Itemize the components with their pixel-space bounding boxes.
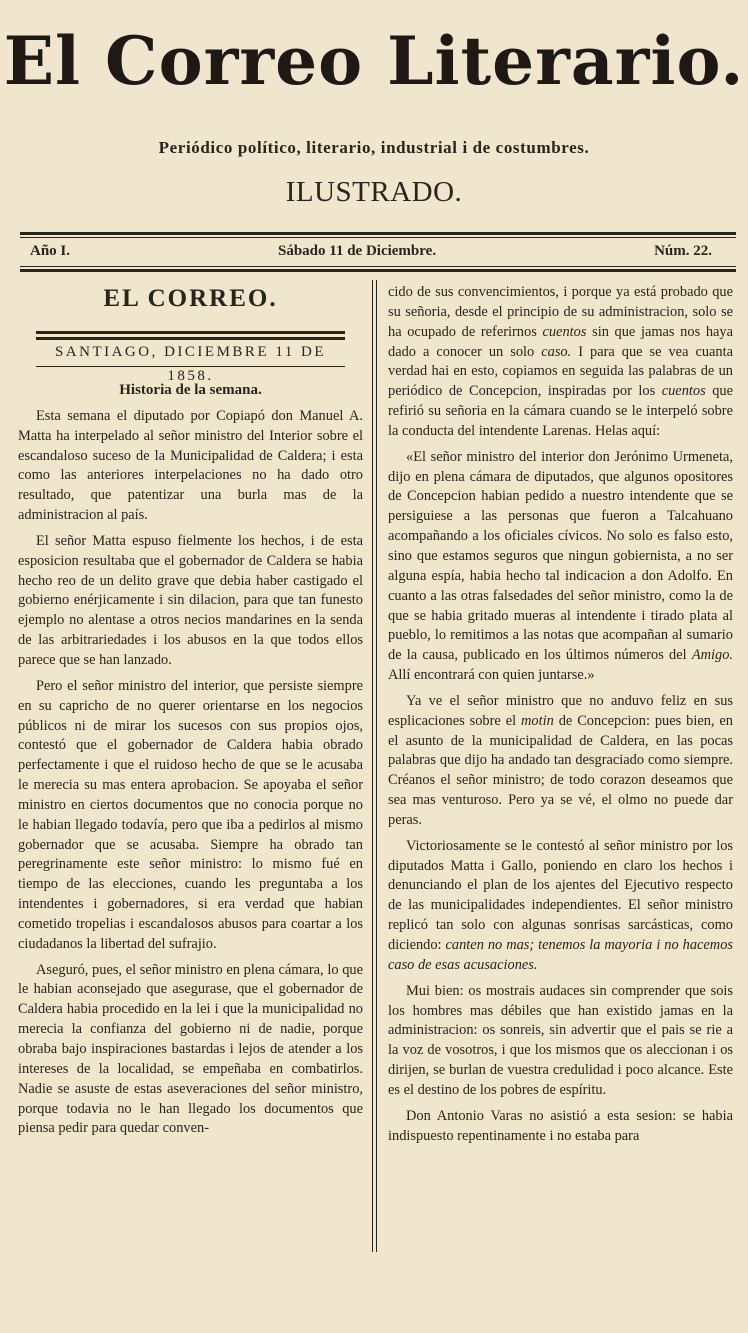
text-run-italic: caso. xyxy=(541,343,572,360)
quoted-paragraph xyxy=(388,448,733,686)
text-run: «El señor ministro del interior don Jerónimo Urmeneta, dijo en plena cámara de diputados, que algunos opositores de Concepcion habian pedido a nuestro intendente que se persiguiese a las personas que fueron a Talcahuano acompañando a los oficiales cívicos. No solo es falso esto, sino que estamos seguros que ningun gobiernista, a no ser alguna espía, habia hecho tal indicacion a don Adolfo. En cuanto a las otras falsedades del señor ministro, como la de que se habia gritado mueras al intendente i tirado plata al pueblo, lo remitimos a las notas que acompañan al sumario de la causa, publicado en los últimos números del xyxy=(388,448,733,664)
article-paragraph: Pero el señor ministro del interior, que persiste siempre en su capricho de no querer orientarse en los negocios públicos ni de mirar los sucesos con sus propios ojos, contestó que el gobernador de Caldera habia obrado perfectamente i que el ruidoso hecho de que se le acusaba le merecia su mas entera aprobacion. Se apoyaba el señor ministro en ciertos documentos que no conocia porque no le habian llegado todavía, pero que iba a pedirlos al mismo gobernador que se acusaba. Siempre ha obrado tan peregrinamente este señor ministro: lo mismo fué en tiempo de las elecciones, cuando les preguntaba a los intendentes i gobernadores, si era verdad que habian cometido tropelias i escandalosos abusos para coartar a los ciudadanos la libertad del sufrajio. xyxy=(18,677,363,952)
text-run: que refirió su señoria en la cámara cuando se le interpeló sobre la conducta del intendente Larenas. Helas aquí: xyxy=(388,383,733,439)
article-paragraph: Aseguró, pues, el señor ministro en plena cámara, lo que le habian aconsejado que asegurase, que el gobernador de Caldera habia procedido en la lei i que la municipalidad no merecia la confianza del gobierno ni de nadie, porque obraba bajo inspiraciones bastardas i lejos de atender a los intereses de la localidad, se empeñaba en combatirlos. Nadie se asuste de estas aseveraciones del señor ministro, porque todavia no le han llegado los documentos que piensa pedir para quedar conven- xyxy=(18,961,363,1137)
dateline-rule-thin xyxy=(20,266,736,267)
text-run: Ya ve el señor ministro que no anduvo feliz en sus esplicaciones sobre el xyxy=(388,692,733,729)
text-run-italic: motin xyxy=(521,712,554,729)
text-run: cido de sus convencimientos, i porque ya está probado que su señoria, desde el principio de su administracion, solo se ha ocupado de referirnos xyxy=(388,284,733,340)
article-paragraph: Don Antonio Varas no asistió a esta sesion: se habia indispuesto repentinamente i no estaba para xyxy=(388,1107,733,1144)
text-run-italic: cuentos xyxy=(661,383,706,400)
section-dateline: SANTIAGO, DICIEMBRE 11 DE 1858. xyxy=(36,337,345,367)
text-run-italic: canten no mas; tenemos la mayoria i no hacemos caso de esas acusaciones. xyxy=(388,937,733,973)
article-paragraph: Esta semana el diputado por Copiapó don Manuel A. Matta ha interpelado al señor ministro del Interior sobre el escandaloso suceso de la Municipalidad de Caldera; i esta como las anteriores interpelaciones no ha dado otro resultado, que patentizar una burla mas de la administracion al país. xyxy=(18,407,363,524)
dateline-rule-thick xyxy=(20,269,736,272)
section-rule xyxy=(36,331,345,334)
article-paragraph xyxy=(388,283,733,442)
right-column xyxy=(388,283,733,1258)
issue-date: Sábado 11 de Diciembre. xyxy=(278,243,437,259)
text-run-italic: cuentos xyxy=(542,323,587,340)
issue-number: Núm. 22. xyxy=(654,243,712,259)
text-run: Allí encontrará con quien juntarse.» xyxy=(388,667,595,684)
text-run: sin que jamas nos haya dado a conocer un solo xyxy=(388,323,733,360)
top-rule-thick xyxy=(20,232,736,235)
article-paragraph xyxy=(388,692,733,831)
issue-dateline xyxy=(30,243,712,265)
left-column xyxy=(18,283,363,1258)
text-run: I para que se vea cuanta verdad hai en esto, copiamos en seguida las palabras de un periódico de Concepcion, inspiradas por los xyxy=(388,343,733,400)
section-title: EL CORREO. xyxy=(103,285,278,312)
article-heading: Historia de la semana. xyxy=(119,382,262,398)
issue-year: Año I. xyxy=(30,243,71,259)
top-rule-thin xyxy=(20,237,736,238)
article-paragraph: El señor Matta espuso fielmente los hechos, i de esta esposicion resultaba que el gobernador de Caldera se habia hecho reo de un delito grave que debia haber castigado el gobierno enérjicamente i sin dilacion, para que tan funesto ejemplo no alentase a otros necios mandarines en la senda de las arbitrariedades i los abusos en la que todos ellos parece que se han lanzado. xyxy=(18,532,363,668)
column-divider-second xyxy=(376,280,377,1252)
masthead-title: El Correo Literario. xyxy=(3,22,745,100)
text-run: de Concepcion: pues bien, en el asunto de la municipalidad de Caldera, en las pocas palabras que dijo ha andado tan desgraciado como siempre. Créanos el señor ministro; de todo corazon deseamos que sea mas venturoso. Pero ya se vé, el olmo no puede dar peras. xyxy=(388,712,734,828)
article-paragraph xyxy=(388,837,733,976)
text-run: Victoriosamente se le contestó al señor ministro por los diputados Matta i Gallo, poniendo en claro los hechos i denunciando el plan de los ajentes del Ejecutivo respecto de las municipalidades independientes. El señor ministro replicó tan solo con algunas sonrisas sarcásticas, como diciendo: xyxy=(388,837,733,953)
article-paragraph: Mui bien: os mostrais audaces sin comprender que sois los hombres mas débiles que han existido jamas en la administracion: os sonreis, sin advertir que el pais se rie a la voz de vosotros, i que los mismos que os aleccionan i os dirijen, se burlan de vuestra credulidad i poco alcance. Este es el destino de los pobres de espíritu. xyxy=(388,982,733,1098)
masthead-subtitle: Periódico político, literario, industrial i de costumbres. xyxy=(158,138,590,157)
text-run-italic: Amigo. xyxy=(691,647,733,664)
edition-label: ILUSTRADO. xyxy=(285,176,463,208)
column-divider xyxy=(372,280,373,1252)
